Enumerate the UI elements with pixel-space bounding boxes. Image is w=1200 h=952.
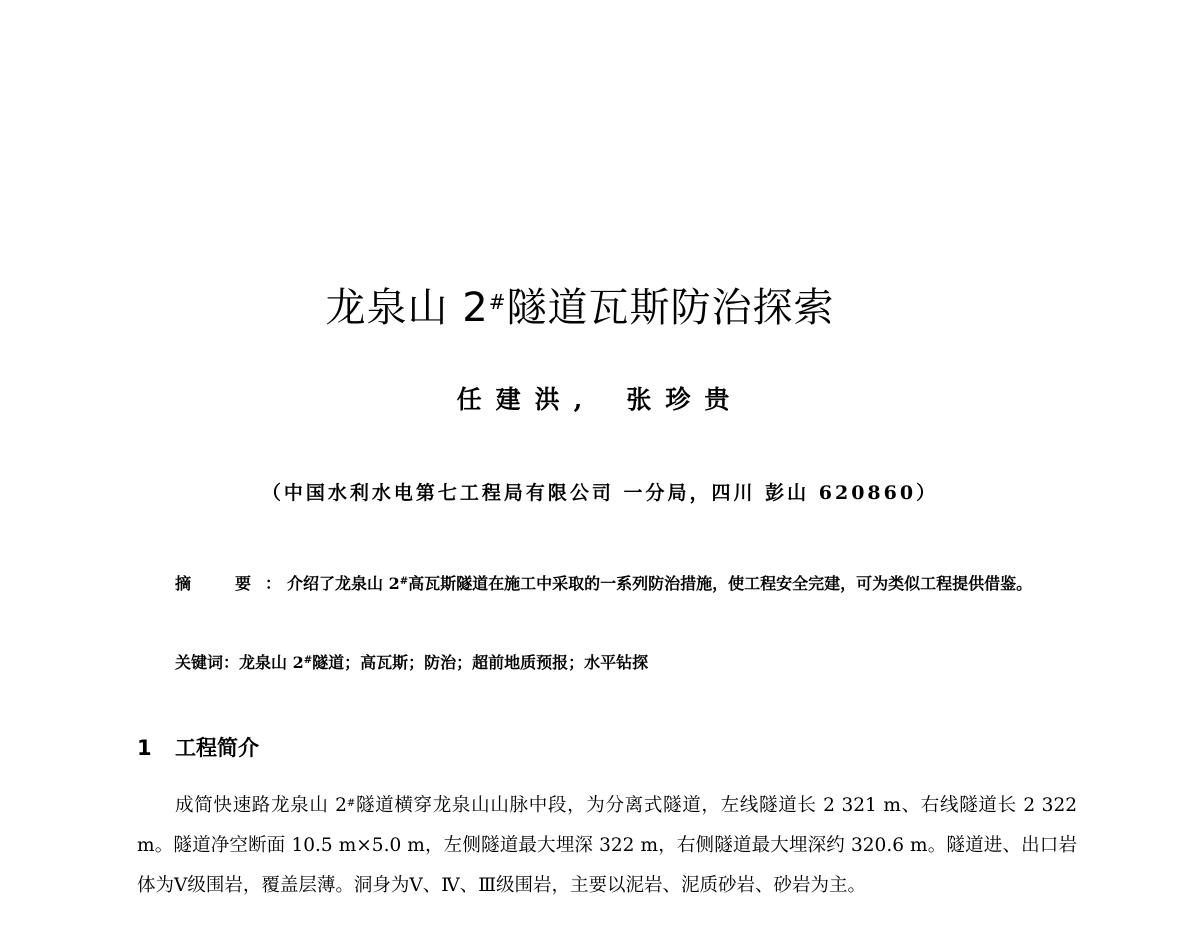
abstract-superscript: # [399, 576, 409, 587]
keywords [175, 648, 1075, 678]
affiliation: （中国水利水电第七工程局有限公司 一分局，四川 彭山 620860） [261, 482, 939, 504]
keywords-text-rest: 隧道；高瓦斯；防治；超前地质预报；水平钻探 [312, 653, 649, 672]
body-paragraph [137, 786, 1077, 906]
author-list [0, 382, 1200, 418]
abstract-label: 摘 要： [175, 574, 296, 593]
section-heading [137, 730, 637, 766]
body-text-rest: 隧道横穿龙泉山山脉中段，为分离式隧道，左线隧道长 2 321 m、右线隧道长 2 322 m。隧道净空断面 10.5 m×5.0 m，左侧隧道最大埋深 322 m，右侧隧道最大埋深约 320.6 m。隧道进、出口岩体为Ⅴ级围岩，覆盖层薄。洞身为Ⅴ、Ⅳ、Ⅲ级围岩，主要以泥岩、泥质砂岩、砂岩为主。 [137, 795, 1077, 896]
keywords-text-main: 龙泉山 2 [239, 653, 304, 672]
title-text-rest: 隧道瓦斯防治探索 [506, 285, 835, 331]
keywords-label: 关键词： [175, 653, 240, 672]
abstract [137, 565, 1077, 602]
body-superscript: # [346, 798, 356, 809]
abstract-text-main: 介绍了龙泉山 2 [287, 574, 400, 593]
abstract-text-rest: 高瓦斯隧道在施工中采取的一系列防治措施，使工程安全完建，可为类似工程提供借鉴。 [408, 574, 1033, 593]
keywords-superscript: # [303, 655, 313, 666]
section-title: 工程简介 [175, 736, 259, 760]
title-text-main: 龙泉山 2 [325, 285, 489, 331]
author-1: 任建洪, [456, 385, 597, 414]
author-2: 张珍贵 [626, 385, 744, 414]
title-superscript: # [488, 290, 507, 314]
body-text-main: 成简快速路龙泉山 2 [175, 795, 347, 816]
paper-title [0, 283, 1160, 333]
section-number: 1 [137, 736, 152, 760]
